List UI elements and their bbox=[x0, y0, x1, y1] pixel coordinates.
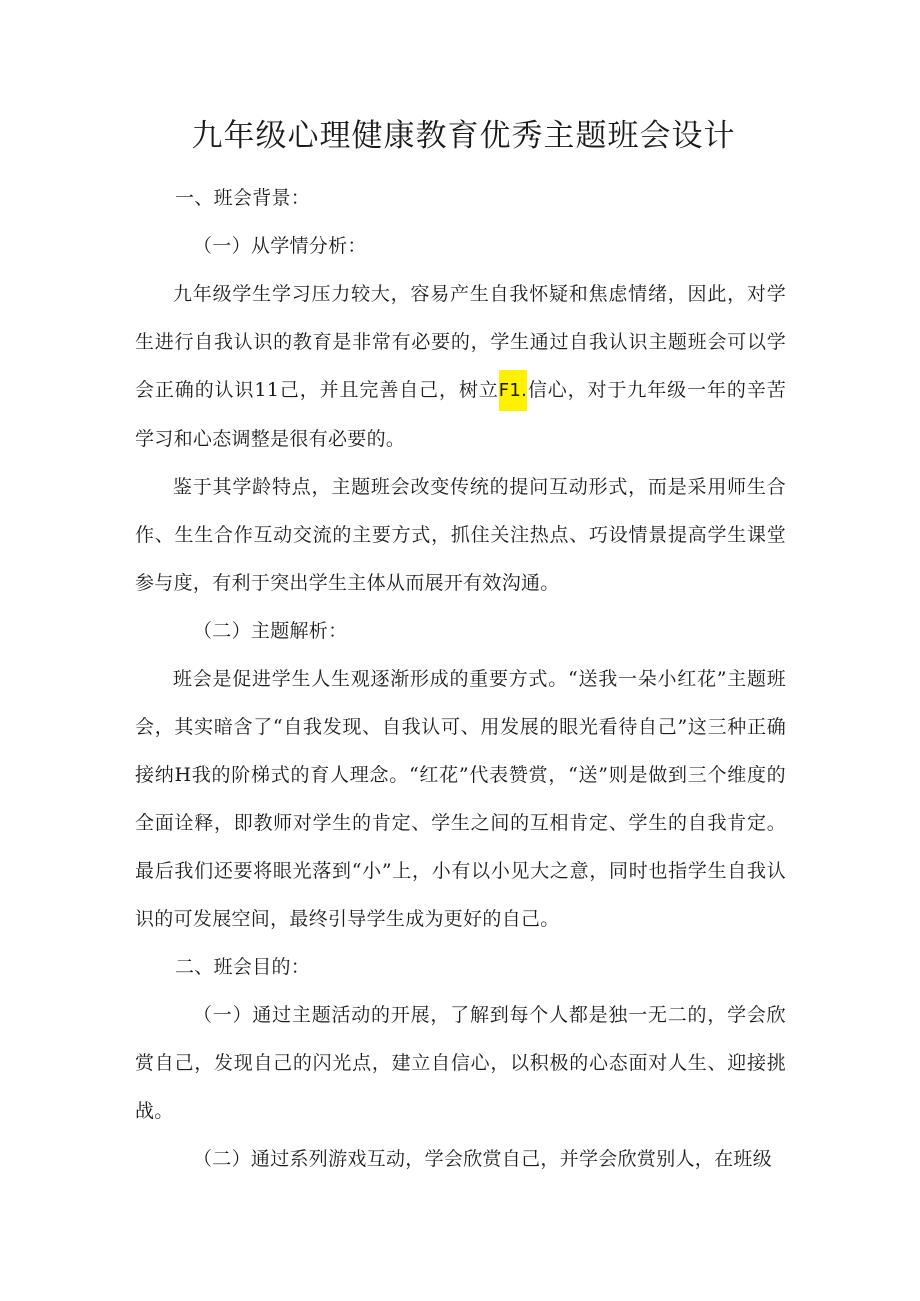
subsection-heading-student-analysis: （一）从学情分析： bbox=[193, 235, 367, 257]
subsection-heading-theme-analysis: （二）主题解析： bbox=[193, 620, 348, 642]
paragraph-goal-1: （一）通过主题活动的开展，了解到每个人都是独一无二的，学会欣赏自己，发现自己的闪光点，建立自信心，以积极的心态面对人生、迎接挑战。 bbox=[135, 1004, 786, 1122]
highlighted-text: F1. bbox=[499, 370, 527, 411]
paragraph-goal-2: （二）通过系列游戏互动，学会欣赏自己，并学会欣赏别人，在班级 bbox=[193, 1148, 773, 1170]
paragraph-student-analysis bbox=[135, 270, 786, 463]
section-heading-purpose: 二、班会目的： bbox=[175, 956, 311, 978]
document-title: 九年级心理健康教育优秀主题班会设计 bbox=[191, 118, 736, 154]
paragraph-text-part-b: 信心，对于九年级一年的辛苦学习和心态调整是很有必要的。 bbox=[135, 379, 786, 450]
paragraph-text-part-a: 九年级学生学习压力较大，容易产生自我怀疑和焦虑情绪，因此，对学生进行自我认识的教育是非常有必要的，学生通过自我认识主题班会可以学会正确的认识11己，并且完善自己，树立 bbox=[135, 283, 786, 401]
paragraph-theme-analysis: 班会是促进学生人生观逐渐形成的重要方式。“送我一朵小红花”主题班会，其实暗含了“自我发现、自我认可、用发展的眼光看待自己”这三种正确接纳H我的阶梯式的育人理念。“红花”代表赞赏，“送”则是做到三个维度的全面诠释，即教师对学生的肯定、学生之间的互相肯定、学生的自我肯定。最后我们还要将眼光落到“小”上，小有以小见大之意，同时也指学生自我认识的可发展空间，最终引导学生成为更好的自己。 bbox=[135, 668, 786, 930]
section-heading-background: 一、班会背景： bbox=[175, 187, 311, 209]
paragraph-format-note: 鉴于其学龄特点，主题班会改变传统的提问互动形式，而是采用师生合作、生生合作互动交流的主要方式，抓住关注热点、巧设情景提高学生课堂参与度，有利于突出学生主体从而展开有效沟通。 bbox=[135, 476, 786, 594]
